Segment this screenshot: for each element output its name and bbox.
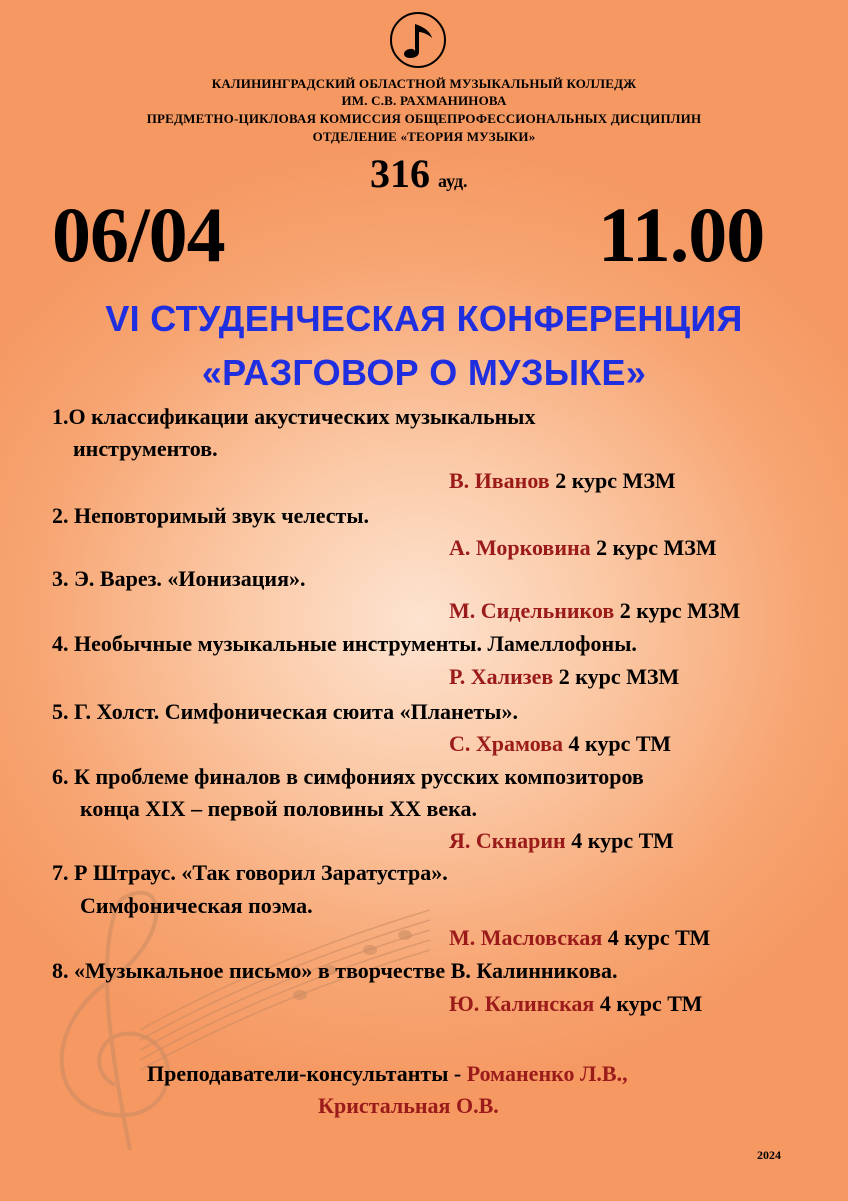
talk-speaker [449,925,710,951]
year: 2024 [757,1148,781,1162]
department-name: ОТДЕЛЕНИЕ «ТЕОРИЯ МУЗЫКИ» [312,129,536,144]
speaker-course: 4 курс ТМ [594,991,703,1016]
talk-speaker [449,598,740,624]
room-number: 316 [370,151,430,196]
consultants-label: Преподаватели-консультанты - [147,1061,467,1086]
talk-speaker [449,828,674,854]
speaker-name: М. Масловская [449,925,603,950]
music-note-logo-icon [388,10,448,70]
speaker-course: 2 курс МЗМ [549,468,676,493]
speaker-course: 4 курс ТМ [602,925,711,950]
talk-title: 4. Необычные музыкальные инструменты. Ламеллофоны. [52,631,637,656]
speaker-name: Ю. Калинская [449,991,595,1016]
speaker-name: С. Храмова [449,731,564,756]
conference-subtitle: «РАЗГОВОР О МУЗЫКЕ» [201,352,647,393]
speaker-course: 2 курс МЗМ [614,598,741,623]
commission-name: ПРЕДМЕТНО-ЦИКЛОВАЯ КОМИССИЯ ОБЩЕПРОФЕССИОНАЛЬНЫХ ДИСЦИПЛИН [146,111,702,126]
speaker-course: 2 курс МЗМ [553,664,680,689]
talk-title-cont: Симфоническая поэма. [80,893,313,918]
room [370,150,468,197]
college-named-after: ИМ. С.В. РАХМАНИНОВА [341,93,507,108]
speaker-name: Р. Хализев [449,664,554,689]
talk-title: 6. К проблеме финалов в симфониях русских композиторов [52,764,644,789]
talk-speaker [449,991,702,1017]
room-unit: ауд. [438,171,468,191]
talk-speaker [449,535,717,561]
speaker-course: 4 курс ТМ [563,731,672,756]
talk-title: 8. «Музыкальное письмо» в творчестве В. Калинникова. [52,958,618,983]
event-time: 11.00 [598,191,765,278]
speaker-name: А. Морковина [449,535,591,560]
talk-title: 1.О классификации акустических музыкальных [52,404,536,429]
speaker-name: В. Иванов [449,468,550,493]
speaker-course: 4 курс ТМ [565,828,674,853]
talk-title: 2. Неповторимый звук челесты. [52,503,370,528]
talk-title: 5. Г. Холст. Симфоническая сюита «Планеты». [52,699,518,724]
talk-speaker [449,664,679,690]
talk-title-cont: инструментов. [73,436,218,461]
speaker-name: Я. Скнарин [449,828,566,853]
consultants-line [147,1061,628,1087]
conference-title: VI СТУДЕНЧЕСКАЯ КОНФЕРЕНЦИЯ [105,298,743,339]
consultant-name: Кристальная О.В. [318,1093,499,1118]
speaker-course: 2 курс МЗМ [590,535,717,560]
talk-speaker [449,731,671,757]
talk-title: 3. Э. Варез. «Ионизация». [52,566,306,591]
college-name: КАЛИНИНГРАДСКИЙ ОБЛАСТНОЙ МУЗЫКАЛЬНЫЙ КОЛЛЕДЖ [211,76,637,91]
consultant-name: Романенко Л.В., [466,1061,628,1086]
talk-speaker [449,468,676,494]
talk-title-cont: конца XIX – первой половины XX века. [80,796,478,821]
talk-title: 7. Р Штраус. «Так говорил Заратустра». [52,860,448,885]
speaker-name: М. Сидельников [449,598,615,623]
event-date: 06/04 [52,191,225,278]
